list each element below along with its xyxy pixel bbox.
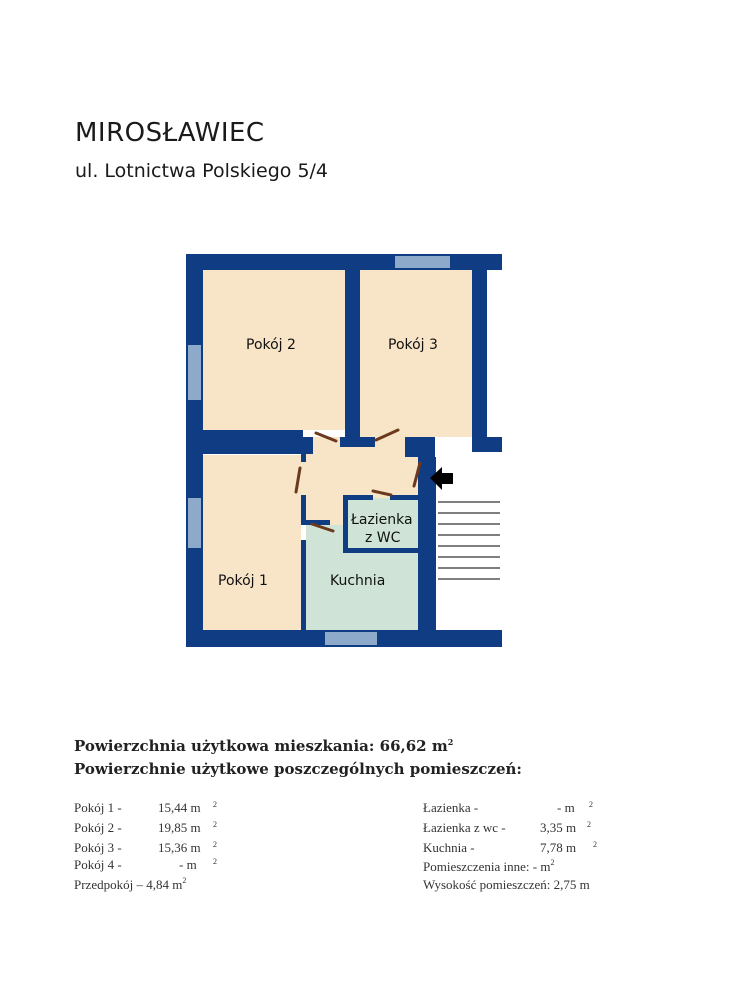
- area-row: Pokój 2 - 19,85 m 2: [74, 820, 217, 835]
- area-row: Przedpokój – 4,84 $m^2$: [74, 876, 187, 892]
- window-left-lower: [188, 498, 201, 548]
- area-row: Łazienka z wc - 3,35 m 2: [423, 820, 591, 835]
- area-row: Pokój 4 - - m 2: [74, 857, 217, 872]
- room-label-lazienka-line1: Łazienka: [351, 512, 413, 528]
- room-label-pokoj-1: Pokój 1: [218, 573, 268, 589]
- rooms-heading: Powierzchnie użytkowe poszczególnych pomieszczeń:: [74, 760, 522, 778]
- room-label-pokoj-3: Pokój 3: [388, 337, 438, 353]
- area-row: Kuchnia - 7,78 m 2: [423, 840, 597, 855]
- stairs: [438, 502, 500, 579]
- total-area: Powierzchnia użytkowa mieszkania: 66,62 $m^2$: [74, 737, 454, 755]
- window-bottom: [325, 632, 377, 645]
- area-row: Pomieszczenia inne: - $m^2$: [423, 858, 555, 874]
- area-row: Pokój 1 - 15,44 m 2: [74, 800, 217, 815]
- room-pokoj-3-floor: [360, 270, 472, 437]
- window-left-upper: [188, 345, 201, 400]
- room-label-lazienka-line2: z WC: [365, 530, 401, 546]
- room-label-pokoj-2: Pokój 2: [246, 337, 296, 353]
- address: ul. Lotnictwa Polskiego 5/4: [75, 160, 329, 182]
- room-label-kuchnia: Kuchnia: [330, 573, 386, 589]
- area-row: Wysokość pomieszczeń: 2,75 m: [423, 877, 590, 892]
- page-title: MIROSŁAWIEC: [75, 118, 265, 148]
- area-row: Łazienka - - m 2: [423, 800, 593, 815]
- area-row: Pokój 3 - 15,36 m 2: [74, 840, 217, 855]
- room-pokoj-1-floor: [203, 455, 301, 630]
- window-top: [395, 256, 450, 268]
